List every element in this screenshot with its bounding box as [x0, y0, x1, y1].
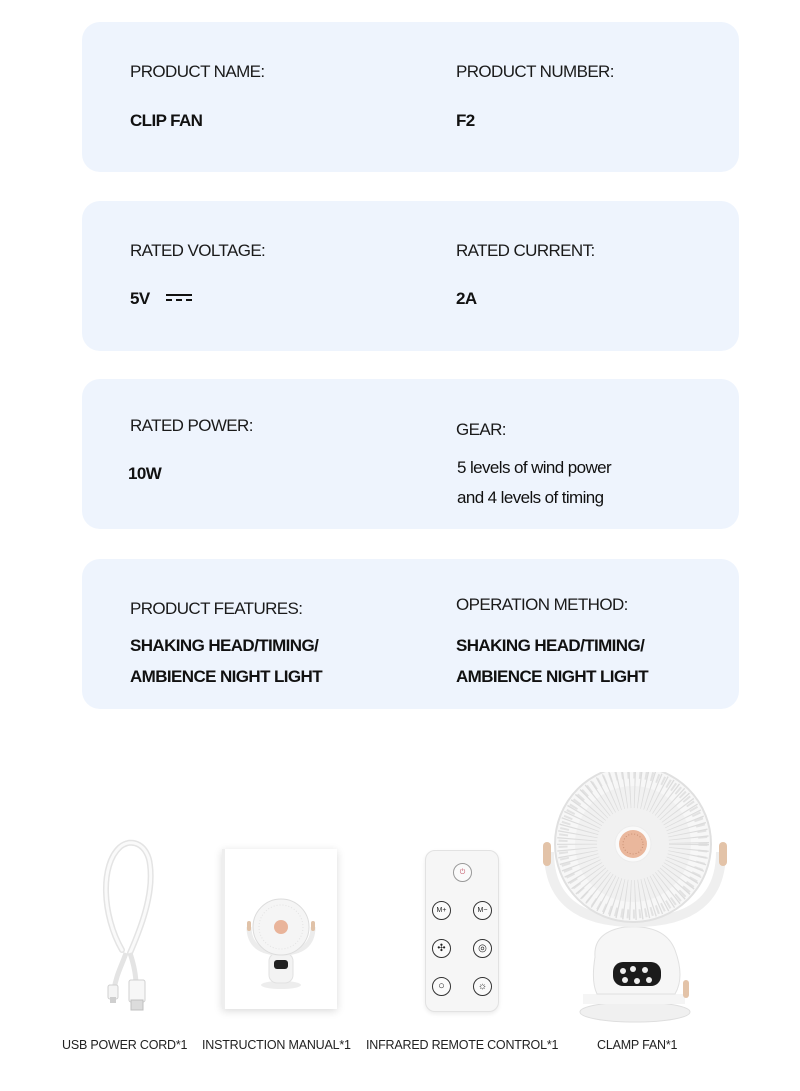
oscillate-icon: ◎ — [473, 939, 492, 958]
product-name-label: PRODUCT NAME: — [130, 62, 265, 81]
operation-method-line-2: AMBIENCE NIGHT LIGHT — [456, 667, 648, 686]
spec-card-features — [82, 559, 739, 709]
memory-minus-icon: M− — [473, 901, 492, 920]
operation-method-label: OPERATION METHOD: — [456, 595, 628, 614]
fan-speed-icon: ✣ — [432, 939, 451, 958]
rated-voltage-value: 5V — [130, 289, 150, 308]
timer-icon: ○ — [432, 977, 451, 996]
product-features-line-1: SHAKING HEAD/TIMING/ — [130, 636, 319, 655]
spec-card-power — [82, 379, 739, 529]
rated-current-value: 2A — [456, 289, 477, 308]
gear-value-line-1: 5 levels of wind power — [457, 458, 612, 477]
rated-voltage-label: RATED VOLTAGE: — [130, 241, 266, 260]
caption-clamp-fan: CLAMP FAN*1 — [597, 1038, 678, 1052]
light-icon: ☼ — [473, 977, 492, 996]
caption-remote-control: INFRARED REMOTE CONTROL*1 — [366, 1038, 559, 1052]
rated-power-label: RATED POWER: — [130, 416, 253, 435]
remote-control-image — [425, 850, 499, 1012]
operation-method-line-1: SHAKING HEAD/TIMING/ — [456, 636, 645, 655]
product-number-label: PRODUCT NUMBER: — [456, 62, 614, 81]
caption-instruction-manual: INSTRUCTION MANUAL*1 — [202, 1038, 351, 1052]
dc-symbol-icon — [166, 294, 192, 302]
usb-cable-image — [92, 835, 172, 1015]
caption-usb-cord: USB POWER CORD*1 — [62, 1038, 188, 1052]
gear-value-line-2: and 4 levels of timing — [457, 488, 604, 507]
clip-fan-image — [535, 772, 735, 1027]
rated-voltage — [130, 284, 192, 314]
rated-power-value: 10W — [128, 464, 162, 483]
product-features-label: PRODUCT FEATURES: — [130, 599, 303, 618]
product-features-line-2: AMBIENCE NIGHT LIGHT — [130, 667, 322, 686]
product-name-value: CLIP FAN — [130, 111, 203, 130]
spec-card-name — [82, 22, 739, 172]
instruction-manual-image — [222, 849, 337, 1009]
power-icon: ⏻ — [453, 863, 472, 882]
spec-card-electrical — [82, 201, 739, 351]
rated-current-label: RATED CURRENT: — [456, 241, 595, 260]
gear-label: GEAR: — [456, 420, 506, 439]
product-number-value: F2 — [456, 111, 475, 130]
manual-fan-illustration — [225, 849, 337, 1009]
memory-plus-icon: M+ — [432, 901, 451, 920]
